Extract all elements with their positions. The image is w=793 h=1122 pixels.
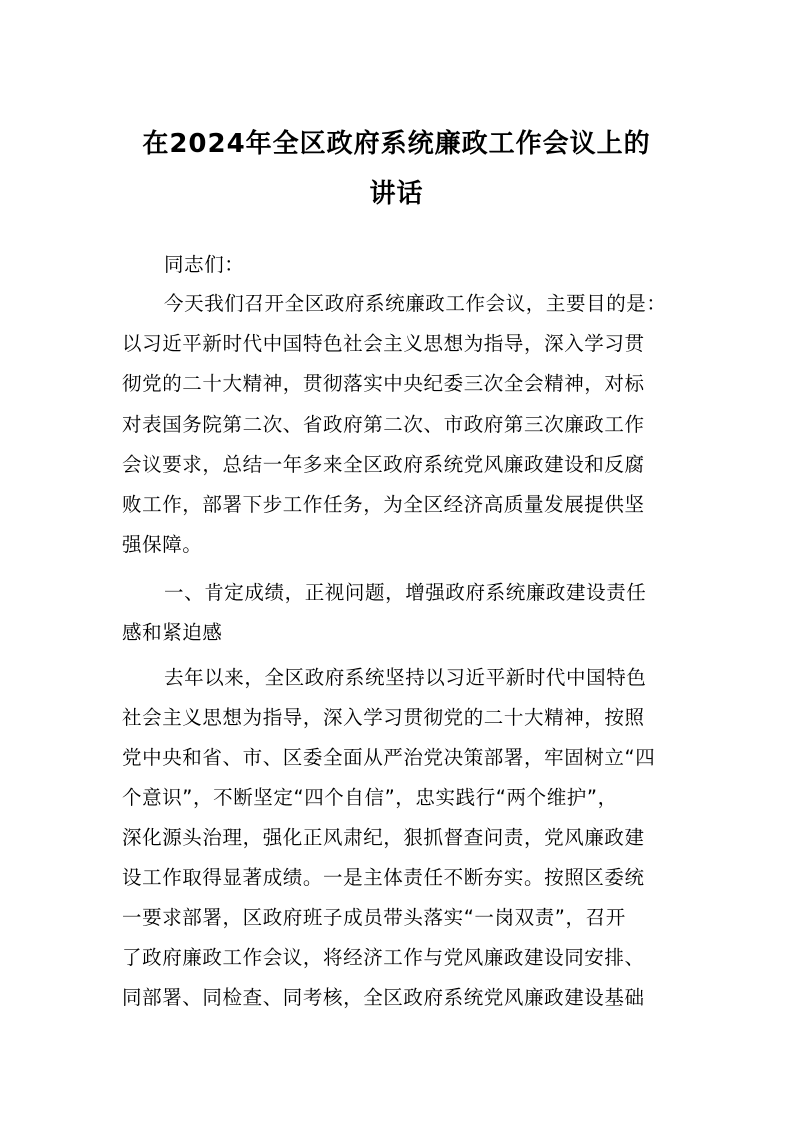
paragraph-line: 社会主义思想为指导，深入学习贯彻党的二十大精神，按照	[122, 706, 645, 729]
document-title-line-1: 在2024年全区政府系统廉政工作会议上的	[142, 129, 651, 159]
paragraph-line: 党中央和省、市、区委全面从严治党决策部署，牢固树立“四	[122, 746, 656, 769]
paragraph-line: 以习近平新时代中国特色社会主义思想为指导，深入学习贯	[122, 332, 645, 355]
paragraph-line: 设工作取得显著成绩。一是主体责任不断夯实。按照区委统	[122, 866, 645, 889]
document-title-line-2: 讲话	[369, 179, 424, 209]
paragraph-line: 去年以来，全区政府系统坚持以习近平新时代中国特色	[164, 666, 647, 689]
paragraph-line: 深化源头治理，强化正风肃纪，狠抓督查问责，党风廉政建	[122, 826, 645, 849]
paragraph-line: 同部署、同检查、同考核，全区政府系统党风廉政建设基础	[122, 986, 645, 1009]
section-heading-line: 感和紧迫感	[122, 621, 223, 644]
section-heading-line: 一、肯定成绩，正视问题，增强政府系统廉政建设责任	[164, 581, 647, 604]
salutation: 同志们：	[164, 253, 245, 276]
paragraph-line: 败工作，部署下步工作任务，为全区经济高质量发展提供坚	[122, 493, 645, 516]
paragraph-line: 对表国务院第二次、省政府第二次、市政府第三次廉政工作	[122, 413, 645, 436]
paragraph-line: 了政府廉政工作会议，将经济工作与党风廉政建设同安排、	[122, 946, 645, 969]
paragraph-line: 一要求部署，区政府班子成员带头落实“一岗双责”，召开	[122, 906, 626, 929]
paragraph-line: 强保障。	[122, 533, 203, 556]
paragraph-line: 个意识”，不断坚定“四个自信”，忠实践行“两个维护”，	[122, 786, 618, 809]
paragraph-line: 会议要求，总结一年多来全区政府系统党风廉政建设和反腐	[122, 453, 645, 476]
paragraph-line: 彻党的二十大精神，贯彻落实中央纪委三次全会精神，对标	[122, 372, 645, 395]
paragraph-line: 今天我们召开全区政府系统廉政工作会议，主要目的是：	[164, 292, 667, 315]
